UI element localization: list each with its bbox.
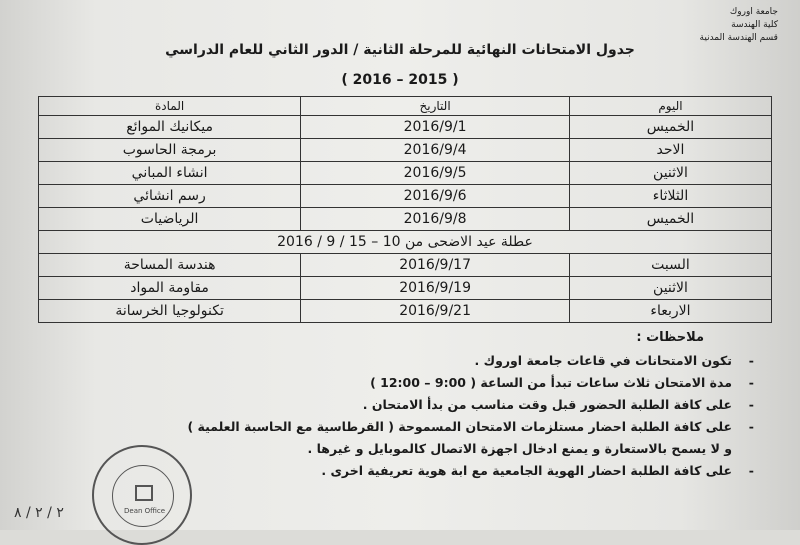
- subject-cell: مقاومة المواد: [39, 277, 301, 300]
- subject-cell: تكنولوجيا الخرسانة: [39, 300, 301, 323]
- note-item: - على كافة الطلبة الحضور قبل وقت مناسب من بدأ الامتحان .: [104, 394, 754, 416]
- signature-date: ٢ / ٢ / ٨: [14, 505, 64, 521]
- subject-cell: الرياضيات: [39, 208, 301, 231]
- university-name: جامعة اوروك: [729, 7, 778, 17]
- day-cell: الاثنين: [569, 277, 771, 300]
- header-date: التاريخ: [301, 97, 570, 116]
- date-cell: 2016/9/19: [301, 277, 570, 300]
- day-cell: الثلاثاء: [569, 185, 771, 208]
- table-row: [39, 208, 772, 231]
- department-name: قسم الهندسة المدنية: [699, 33, 778, 43]
- table-row: [39, 116, 772, 139]
- day-cell: الخميس: [569, 208, 771, 231]
- header-day: اليوم: [569, 97, 771, 116]
- official-stamp: [92, 445, 192, 545]
- day-cell: السبت: [569, 254, 771, 277]
- subject-cell: انشاء المباني: [39, 162, 301, 185]
- table-row: [39, 139, 772, 162]
- subject-cell: برمجة الحاسوب: [39, 139, 301, 162]
- day-cell: الاحد: [569, 139, 771, 162]
- table-row: [39, 185, 772, 208]
- stamp-emblem-icon: [135, 485, 153, 501]
- note-item-continuation: و لا يسمح بالاستعارة و يمنع ادخال اجهزة الاتصال كالموبايل و غيرها .: [307, 441, 732, 456]
- college-name: كلية الهندسة: [731, 20, 778, 30]
- day-cell: الخميس: [569, 116, 771, 139]
- subject-cell: ميكانيك الموائع: [39, 116, 301, 139]
- note-item: - على كافة الطلبة احضار الهوية الجامعية مع ابة هوية تعريفية اخرى .: [104, 460, 754, 482]
- notes-heading: ملاحظات :: [636, 330, 704, 345]
- date-cell: 2016/9/1: [301, 116, 570, 139]
- note-item: - تكون الامتحانات في قاعات جامعة اوروك .: [104, 350, 754, 372]
- holiday-row: [39, 231, 772, 254]
- table-row: [39, 162, 772, 185]
- date-cell: 2016/9/4: [301, 139, 570, 162]
- table-row: [39, 277, 772, 300]
- date-cell: 2016/9/17: [301, 254, 570, 277]
- header-subject: المادة: [39, 97, 301, 116]
- notes-list: [104, 350, 754, 482]
- date-cell: 2016/9/8: [301, 208, 570, 231]
- subject-cell: رسم انشائي: [39, 185, 301, 208]
- note-item: - مدة الامتحان ثلاث ساعات تبدأ من الساعة ( 9:00 – 12:00 ): [104, 372, 754, 394]
- day-cell: الاثنين: [569, 162, 771, 185]
- holiday-cell: عطلة عيد الاضحى من 10 – 15 / 9 / 2016: [39, 231, 772, 254]
- table-header-row: [39, 97, 772, 116]
- date-cell: 2016/9/6: [301, 185, 570, 208]
- day-cell: الاربعاء: [569, 300, 771, 323]
- note-item: - على كافة الطلبة احضار مستلزمات الامتحان المسموحة ( القرطاسية مع الحاسبة العلمية ): [104, 416, 754, 438]
- table-row: [39, 300, 772, 323]
- document-title: جدول الامتحانات النهائية للمرحلة الثانية / الدور الثاني للعام الدراسي: [165, 42, 635, 58]
- exam-schedule-table: [38, 96, 772, 323]
- date-cell: 2016/9/5: [301, 162, 570, 185]
- date-cell: 2016/9/21: [301, 300, 570, 323]
- stamp-label: Dean Office: [124, 507, 166, 515]
- letterhead: [700, 6, 778, 45]
- academic-year: ( 2016 – 2015 ): [341, 72, 459, 88]
- subject-cell: هندسة المساحة: [39, 254, 301, 277]
- table-row: [39, 254, 772, 277]
